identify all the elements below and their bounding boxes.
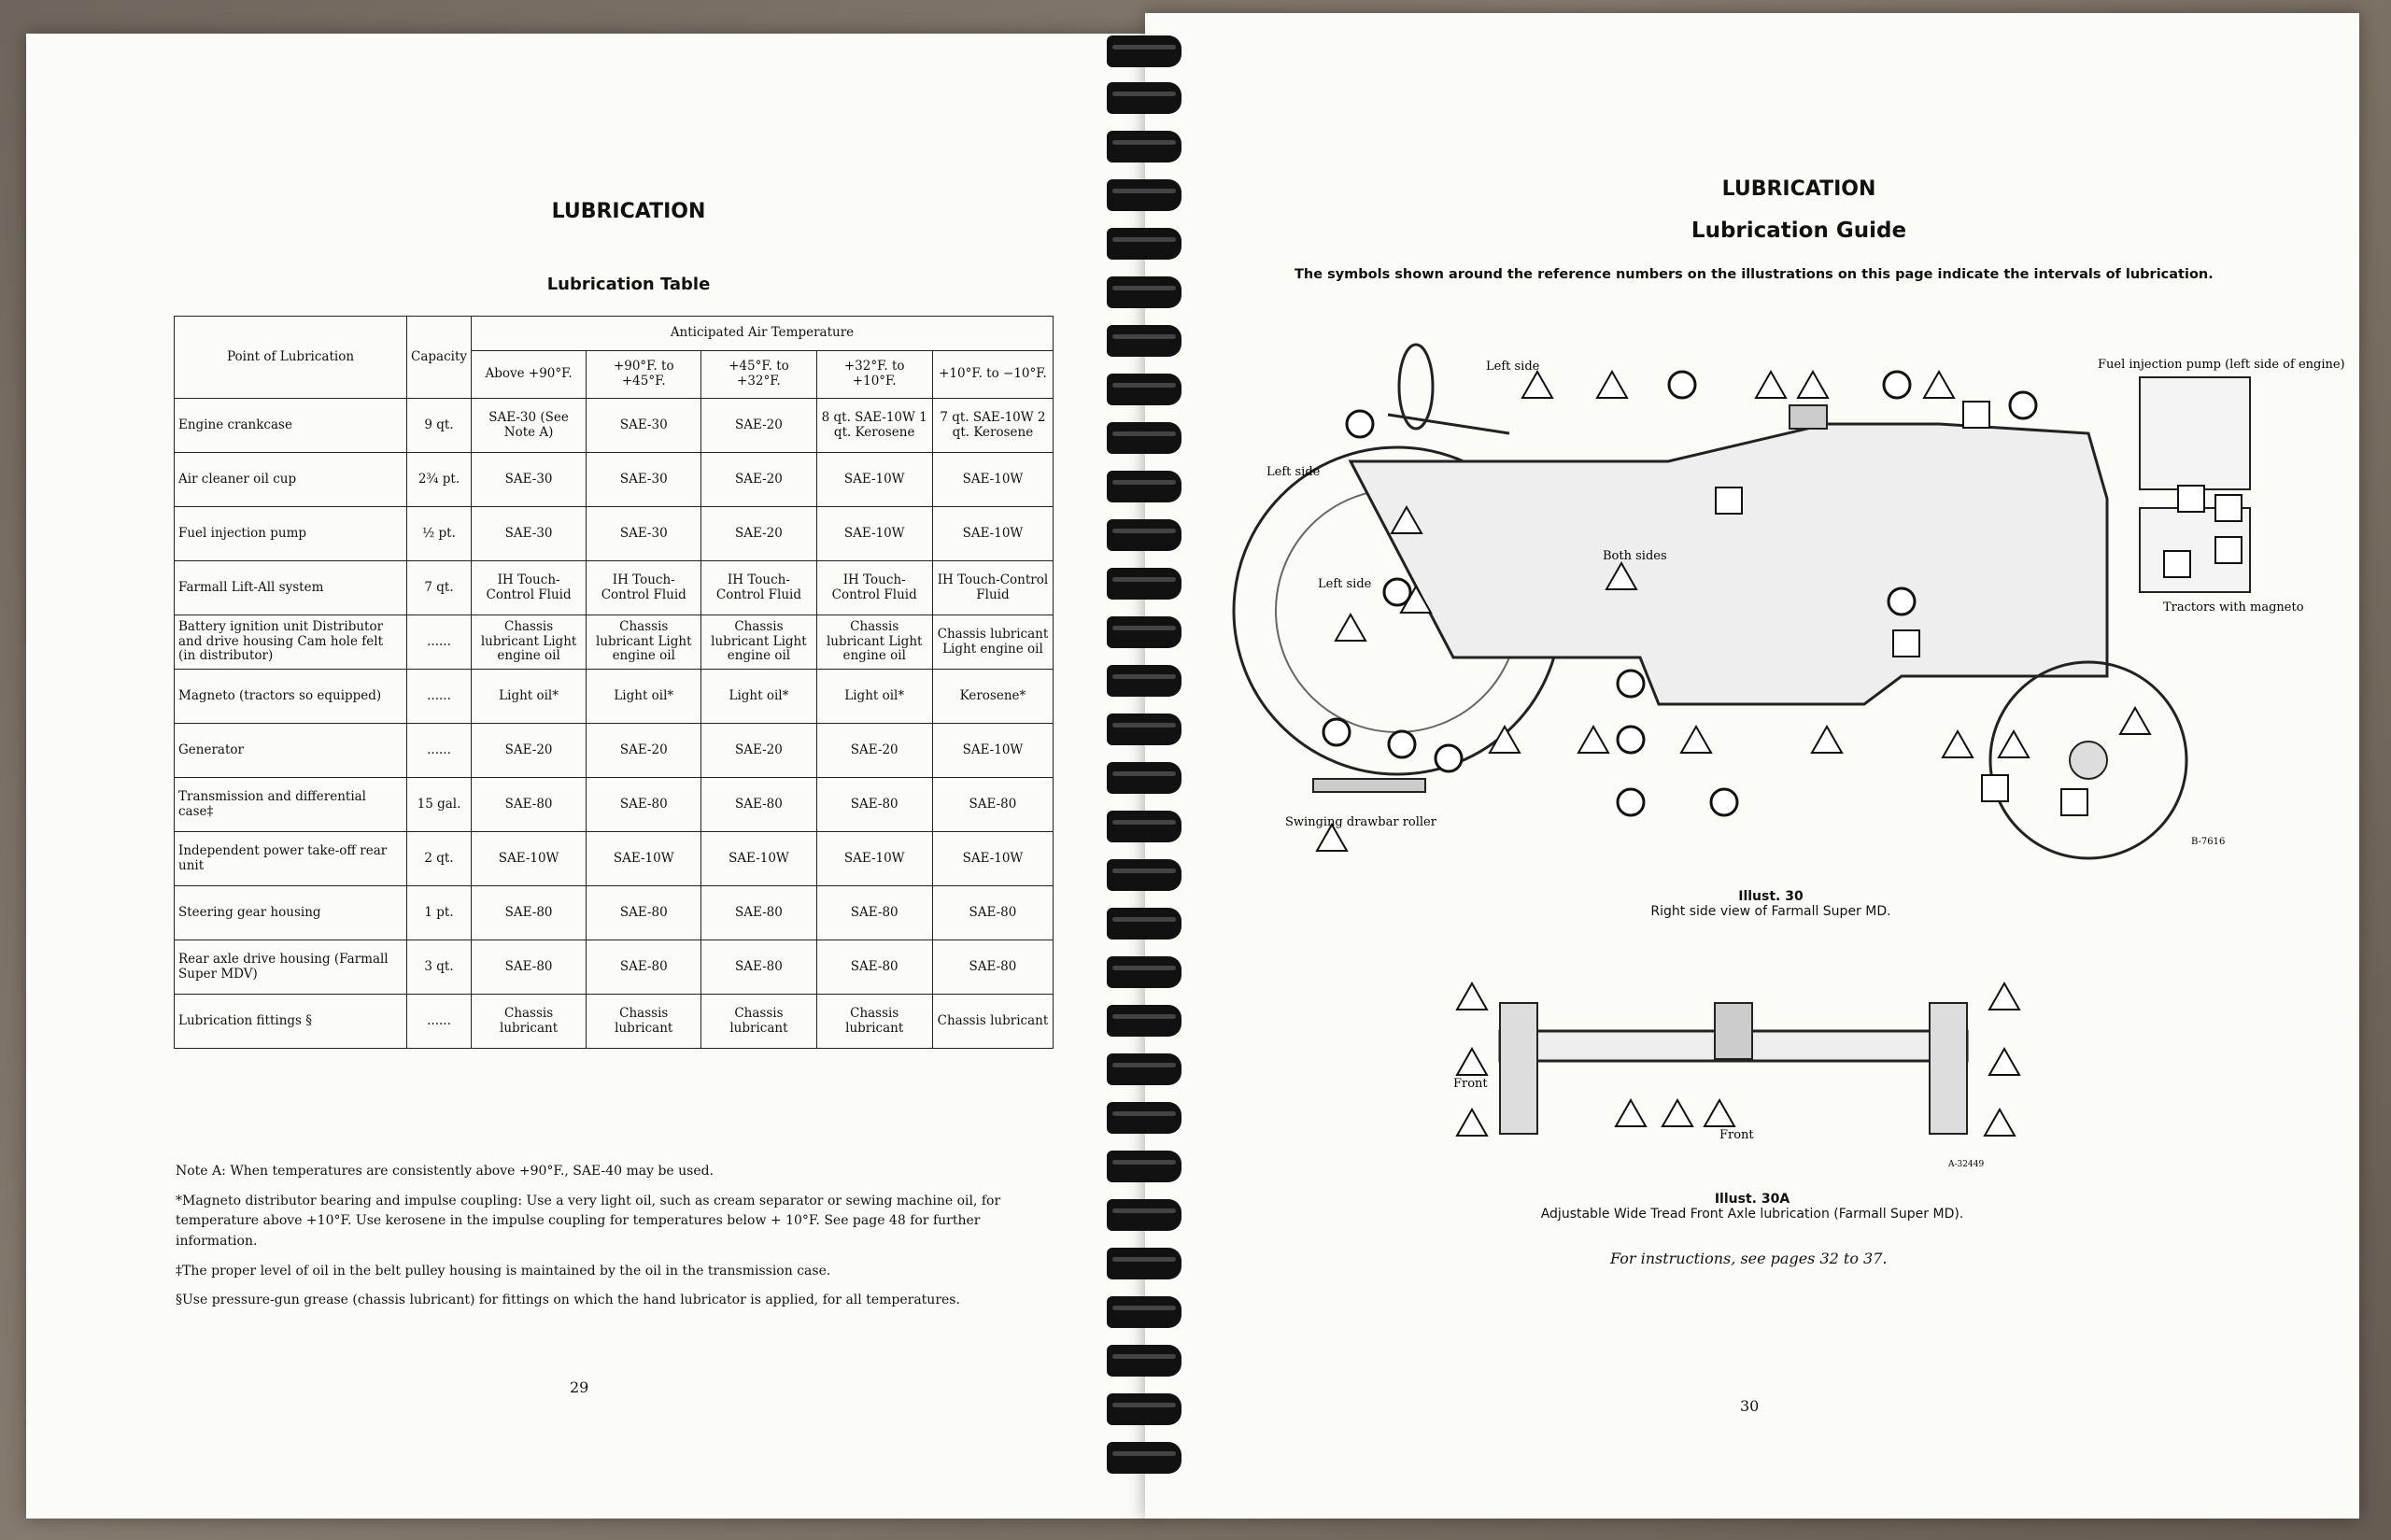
interval-square-marker <box>2215 495 2242 521</box>
row-point: Fuel injection pump <box>175 507 407 561</box>
row-value: Chassis lubricant Light engine oil <box>816 615 932 670</box>
row-point: Air cleaner oil cup <box>175 453 407 507</box>
row-value: SAE-80 <box>816 886 932 940</box>
binding-coil <box>1107 471 1181 502</box>
row-point: Rear axle drive housing (Farmall Super MDV) <box>175 940 407 995</box>
table-row <box>175 453 1054 507</box>
binding-coil <box>1107 1393 1181 1425</box>
binding-coil <box>1107 811 1181 842</box>
binding-coil <box>1107 908 1181 940</box>
lubrication-table <box>174 316 1054 1049</box>
page-number-right: 30 <box>1740 1397 1760 1415</box>
row-value: IH Touch-Control Fluid <box>472 561 587 615</box>
table-row <box>175 886 1054 940</box>
binding-coil <box>1107 325 1181 357</box>
binding-coil <box>1107 956 1181 988</box>
row-value: SAE-30 <box>587 507 701 561</box>
illus30a-code: A-32449 <box>1948 1160 1985 1169</box>
binding-coil <box>1107 422 1181 454</box>
right-page <box>1145 13 2359 1519</box>
row-point: Engine crankcase <box>175 399 407 453</box>
interval-square-marker <box>2164 551 2190 577</box>
row-value: SAE-80 <box>701 778 816 832</box>
row-value: SAE-20 <box>701 399 816 453</box>
binding-coil <box>1107 1005 1181 1037</box>
interval-triangle-marker <box>1681 727 1711 753</box>
row-value: IH Touch-Control Fluid <box>932 561 1053 615</box>
tractor-diagram <box>1266 321 2345 863</box>
row-capacity: 7 qt. <box>407 561 472 615</box>
row-value: Kerosene* <box>932 670 1053 724</box>
row-value: Chassis lubricant <box>816 995 932 1049</box>
interval-circle-marker <box>1323 719 1350 745</box>
tractor-body-shape <box>1351 424 2107 704</box>
row-capacity: 3 qt. <box>407 940 472 995</box>
label-left-side-1: Left side <box>1266 465 1321 479</box>
row-value: SAE-30 <box>472 507 587 561</box>
row-value: Light oil* <box>587 670 701 724</box>
binding-coil <box>1107 665 1181 697</box>
row-value: SAE-80 <box>701 886 816 940</box>
binding-coil <box>1107 1248 1181 1279</box>
row-point: Generator <box>175 724 407 778</box>
table-row <box>175 561 1054 615</box>
table-row <box>175 724 1054 778</box>
row-value: SAE-10W <box>701 832 816 886</box>
row-value: Chassis lubricant Light engine oil <box>932 615 1053 670</box>
binding-coil <box>1107 1296 1181 1328</box>
illus30-caption-num: Illust. 30 <box>1738 889 1804 904</box>
temp-column-header: +45°F. to +32°F. <box>701 351 816 399</box>
binding-coil <box>1107 1442 1181 1474</box>
interval-circle-marker <box>1669 372 1695 398</box>
interval-square-marker <box>2215 537 2242 563</box>
header-temperature-group: Anticipated Air Temperature <box>472 317 1054 351</box>
row-value: Chassis lubricant <box>472 995 587 1049</box>
row-value: Chassis lubricant Light engine oil <box>587 615 701 670</box>
interval-square-marker <box>1893 630 1919 657</box>
interval-triangle-marker <box>1490 727 1520 753</box>
row-capacity: ½ pt. <box>407 507 472 561</box>
interval-triangle-marker <box>1457 983 1487 1010</box>
interval-triangle-marker <box>1705 1100 1734 1126</box>
row-value: Light oil* <box>816 670 932 724</box>
interval-circle-marker <box>1389 731 1415 757</box>
note-fittings: §Use pressure-gun grease (chassis lubricant) for fittings on which the hand lubricator is applied, for all temperatures. <box>176 1293 960 1308</box>
interval-triangle-marker <box>1812 727 1842 753</box>
row-value: SAE-30 (See Note A) <box>472 399 587 453</box>
row-value: IH Touch-Control Fluid <box>816 561 932 615</box>
interval-square-marker <box>1982 775 2008 801</box>
row-value: IH Touch-Control Fluid <box>587 561 701 615</box>
interval-circle-marker <box>1384 579 1410 605</box>
label-magneto: Tractors with magneto <box>2163 600 2304 615</box>
label-front-center: Front <box>1719 1128 1754 1142</box>
row-point: Independent power take-off rear unit <box>175 832 407 886</box>
row-value: SAE-20 <box>701 453 816 507</box>
interval-triangle-marker <box>1457 1109 1487 1136</box>
row-value: SAE-20 <box>816 724 932 778</box>
row-value: SAE-80 <box>472 940 587 995</box>
binding-coil <box>1107 1102 1181 1134</box>
row-capacity: ...... <box>407 615 472 670</box>
left-page <box>26 34 1152 1519</box>
row-value: SAE-30 <box>587 399 701 453</box>
interval-circle-marker <box>1436 745 1462 771</box>
table-row <box>175 995 1054 1049</box>
header-point: Point of Lubrication <box>175 317 407 399</box>
row-value: SAE-30 <box>472 453 587 507</box>
binding-coil <box>1107 1151 1181 1182</box>
table-notes <box>176 1162 1016 1321</box>
fuel-pump-inset <box>2140 377 2250 489</box>
binding-coil <box>1107 1053 1181 1085</box>
note-a: Note A: When temperatures are consistently above +90°F., SAE-40 may be used. <box>176 1164 714 1179</box>
row-capacity: 1 pt. <box>407 886 472 940</box>
row-point: Transmission and differential case‡ <box>175 778 407 832</box>
row-value: SAE-10W <box>932 724 1053 778</box>
temp-column-header: +10°F. to −10°F. <box>932 351 1053 399</box>
row-value: SAE-10W <box>932 507 1053 561</box>
label-drawbar: Swinging drawbar roller <box>1285 815 1436 829</box>
illus30-caption-text: Right side view of Farmall Super MD. <box>1650 904 1891 919</box>
binding-coil <box>1107 276 1181 308</box>
table-row <box>175 399 1054 453</box>
row-capacity: ...... <box>407 995 472 1049</box>
table-row <box>175 670 1054 724</box>
row-value: Chassis lubricant Light engine oil <box>472 615 587 670</box>
row-value: SAE-80 <box>816 778 932 832</box>
interval-triangle-marker <box>1798 372 1828 398</box>
interval-triangle-marker <box>1522 372 1552 398</box>
illus30-code: B-7616 <box>2191 837 2226 847</box>
interval-triangle-marker <box>2120 708 2150 734</box>
label-fuel-pump: Fuel injection pump (left side of engine) <box>2098 358 2345 372</box>
guide-intro: The symbols shown around the reference numbers on the illustrations on this page indicate the intervals of lubrication. <box>1295 267 2214 282</box>
binding-coil <box>1107 374 1181 405</box>
row-capacity: ...... <box>407 724 472 778</box>
interval-triangle-marker <box>1597 372 1627 398</box>
row-capacity: 2 qt. <box>407 832 472 886</box>
page-number-left: 29 <box>570 1378 589 1396</box>
binding-coil <box>1107 1345 1181 1377</box>
interval-circle-marker <box>1618 671 1644 697</box>
row-value: SAE-10W <box>816 507 932 561</box>
instructions-text: For instructions, see pages 32 to 37. <box>1610 1250 1888 1267</box>
binding-coil <box>1107 228 1181 260</box>
interval-circle-marker <box>1618 727 1644 753</box>
table-title: Lubrication Table <box>546 275 711 294</box>
row-value: SAE-10W <box>587 832 701 886</box>
binding-coil <box>1107 179 1181 211</box>
row-capacity: 9 qt. <box>407 399 472 453</box>
row-point: Lubrication fittings § <box>175 995 407 1049</box>
interval-triangle-marker <box>1756 372 1786 398</box>
table-row <box>175 507 1054 561</box>
row-value: SAE-10W <box>472 832 587 886</box>
row-capacity: ...... <box>407 670 472 724</box>
illus30-caption <box>1537 889 2004 919</box>
interval-square-marker <box>1963 402 1989 428</box>
table-row <box>175 615 1054 670</box>
interval-triangle-marker <box>1989 1049 2019 1075</box>
row-point: Steering gear housing <box>175 886 407 940</box>
binding-coil <box>1107 35 1181 67</box>
interval-circle-marker <box>1889 588 1915 615</box>
row-value: SAE-80 <box>587 778 701 832</box>
binding-coil <box>1107 762 1181 794</box>
interval-square-marker <box>1716 487 1742 514</box>
interval-triangle-marker <box>1943 731 1973 757</box>
label-both-sides: Both sides <box>1603 549 1667 563</box>
interval-triangle-marker <box>1662 1100 1692 1126</box>
interval-circle-marker <box>2010 392 2036 418</box>
row-point: Magneto (tractors so equipped) <box>175 670 407 724</box>
interval-circle-marker <box>1711 789 1737 815</box>
row-value: SAE-10W <box>932 832 1053 886</box>
binding-coil <box>1107 1199 1181 1231</box>
interval-triangle-marker <box>1457 1049 1487 1075</box>
row-value: Light oil* <box>701 670 816 724</box>
label-left-side-top: Left side <box>1486 360 1540 374</box>
front-axle-diagram <box>1444 975 2023 1180</box>
interval-square-marker <box>2178 486 2204 512</box>
interval-triangle-marker <box>1985 1109 2015 1136</box>
row-value: SAE-80 <box>472 886 587 940</box>
row-value: SAE-80 <box>932 940 1053 995</box>
temp-column-header: +32°F. to +10°F. <box>816 351 932 399</box>
header-capacity: Capacity <box>407 317 472 399</box>
table-body <box>175 399 1054 1049</box>
illus30a-caption-text: Adjustable Wide Tread Front Axle lubrication (Farmall Super MD). <box>1540 1207 1964 1222</box>
row-value: Chassis lubricant <box>932 995 1053 1049</box>
note-magneto: *Magneto distributor bearing and impulse coupling: Use a very light oil, such as cream separator or sewing machine oil, for temperature above +10°F. Use kerosene in the impulse coupling for temperatures below + 10°F. See page 48 for further information. <box>176 1193 1001 1250</box>
binding-coil <box>1107 568 1181 600</box>
interval-triangle-marker <box>1989 983 2019 1010</box>
row-value: SAE-10W <box>816 453 932 507</box>
row-value: SAE-80 <box>587 886 701 940</box>
binding-coil <box>1107 82 1181 114</box>
section-title: LUBRICATION <box>551 200 706 223</box>
row-value: 8 qt. SAE-10W 1 qt. Kerosene <box>816 399 932 453</box>
row-value: SAE-80 <box>587 940 701 995</box>
section-title-right: LUBRICATION <box>1721 177 1876 201</box>
label-front-left: Front <box>1453 1077 1488 1091</box>
row-value: Light oil* <box>472 670 587 724</box>
row-value: IH Touch-Control Fluid <box>701 561 816 615</box>
table-row <box>175 778 1054 832</box>
row-value: Chassis lubricant <box>587 995 701 1049</box>
row-capacity: 15 gal. <box>407 778 472 832</box>
row-value: SAE-10W <box>816 832 932 886</box>
interval-circle-marker <box>1347 411 1373 437</box>
interval-triangle-marker <box>1999 731 2029 757</box>
table-row <box>175 940 1054 995</box>
row-value: 7 qt. SAE-10W 2 qt. Kerosene <box>932 399 1053 453</box>
temp-column-header: Above +90°F. <box>472 351 587 399</box>
note-belt-pulley: ‡The proper level of oil in the belt pulley housing is maintained by the oil in the transmission case. <box>176 1263 831 1279</box>
row-value: Chassis lubricant Light engine oil <box>701 615 816 670</box>
binding-coil <box>1107 713 1181 745</box>
row-point: Battery ignition unit Distributor and drive housing Cam hole felt (in distributor) <box>175 615 407 670</box>
interval-triangle-marker <box>1578 727 1608 753</box>
row-value: SAE-20 <box>587 724 701 778</box>
binding-coil <box>1107 859 1181 891</box>
interval-circle-marker <box>1884 372 1910 398</box>
row-point: Farmall Lift-All system <box>175 561 407 615</box>
row-value: SAE-80 <box>932 886 1053 940</box>
label-left-side-2: Left side <box>1318 577 1372 591</box>
row-value: SAE-20 <box>701 507 816 561</box>
interval-triangle-marker <box>1924 372 1954 398</box>
row-value: SAE-80 <box>816 940 932 995</box>
table-row <box>175 832 1054 886</box>
illus30a-caption-num: Illust. 30A <box>1714 1192 1790 1207</box>
interval-square-marker <box>2061 789 2087 815</box>
row-value: SAE-20 <box>472 724 587 778</box>
illus30a-caption <box>1472 1192 2032 1222</box>
row-value: SAE-30 <box>587 453 701 507</box>
binding-coil <box>1107 131 1181 162</box>
binding-coil <box>1107 616 1181 648</box>
guide-title: Lubrication Guide <box>1691 219 1907 243</box>
row-value: SAE-20 <box>701 724 816 778</box>
interval-circle-marker <box>1618 789 1644 815</box>
row-value: SAE-10W <box>932 453 1053 507</box>
row-capacity: 2¾ pt. <box>407 453 472 507</box>
binding-coil <box>1107 519 1181 551</box>
row-value: Chassis lubricant <box>701 995 816 1049</box>
temp-column-header: +90°F. to +45°F. <box>587 351 701 399</box>
interval-triangle-marker <box>1336 615 1365 641</box>
row-value: SAE-80 <box>701 940 816 995</box>
interval-triangle-marker <box>1616 1100 1646 1126</box>
row-value: SAE-80 <box>472 778 587 832</box>
row-value: SAE-80 <box>932 778 1053 832</box>
